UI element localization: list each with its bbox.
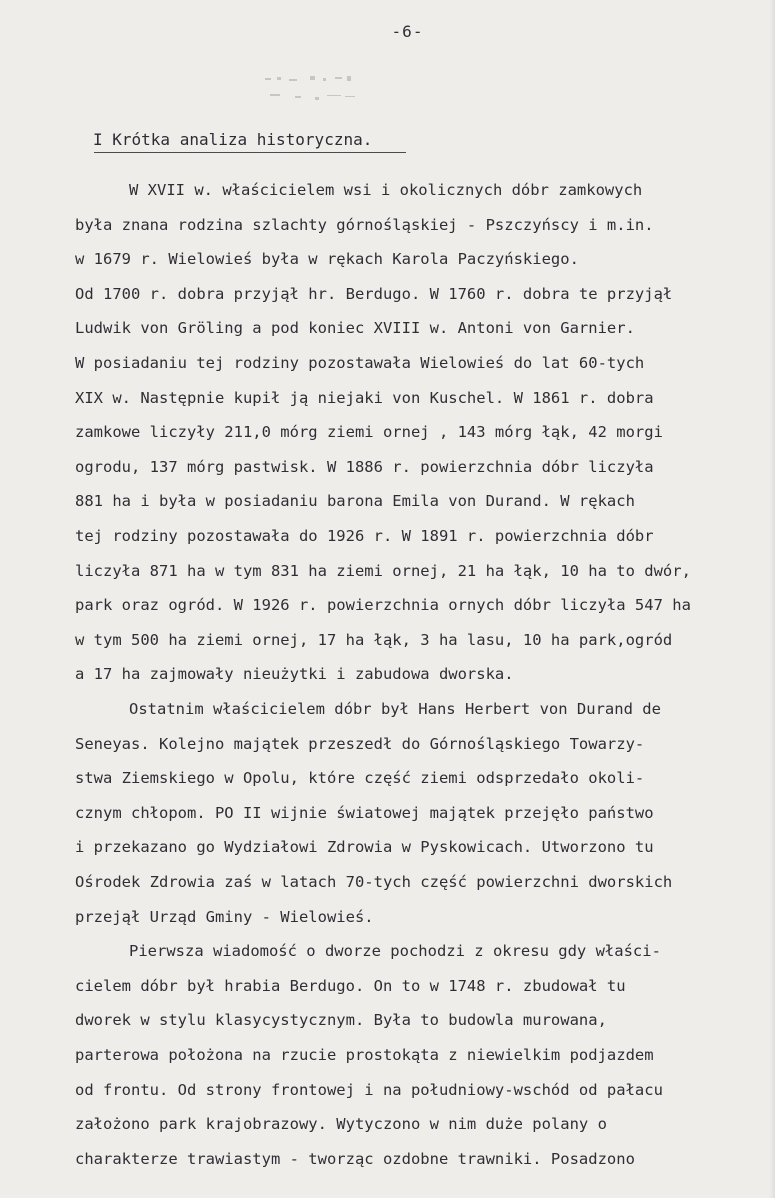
text-line: W posiadaniu tej rodziny pozostawała Wielowieś do lat 60-tych [75, 354, 645, 372]
text-line: Od 1700 r. dobra przyjął hr. Berdugo. W 1760 r. dobra te przyjął [75, 285, 673, 303]
text-line: cielem dóbr był hrabia Berdugo. On to w 1748 r. zbudował tu [75, 977, 626, 995]
text-line: w tym 500 ha ziemi ornej, 17 ha łąk, 3 ha lasu, 10 ha park,ogród [75, 631, 673, 649]
section-heading: I Krótka analiza historyczna. [93, 130, 373, 149]
text-line: tej rodziny pozostawała do 1926 r. W 1891 r. powierzchnia dóbr [75, 527, 654, 545]
text-line: była znana rodzina szlachty górnośląskiej - Pszczyńscy i m.in. [75, 216, 654, 234]
faded-stamp [255, 72, 365, 112]
text-line: W XVII w. właścicielem wsi i okolicznych dóbr zamkowych [129, 181, 643, 199]
text-line: Pierwsza wiadomość o dworze pochodzi z okresu gdy właści- [129, 942, 661, 960]
text-line: Ośrodek Zdrowia zaś w latach 70-tych część powierzchni dworskich [75, 873, 673, 891]
text-line: Seneyas. Kolejno majątek przeszedł do Górnośląskiego Towarzy- [75, 735, 645, 753]
text-line: stwa Ziemskiego w Opolu, które część ziemi odsprzedało okoli- [75, 769, 645, 787]
text-line: ogrodu, 137 mórg pastwisk. W 1886 r. powierzchnia dóbr liczyła [75, 458, 654, 476]
text-line: parterowa położona na rzucie prostokąta z niewielkim podjazdem [75, 1046, 654, 1064]
text-line: charakterze trawiastym - tworząc ozdobne trawniki. Posadzono [75, 1150, 635, 1168]
text-line: XIX w. Następnie kupił ją niejaki von Kuschel. W 1861 r. dobra [75, 389, 654, 407]
page-number: -6- [391, 22, 424, 41]
text-line: Ostatnim właścicielem dóbr był Hans Herbert von Durand de [129, 700, 661, 718]
text-line: zamkowe liczyły 211,0 mórg ziemi ornej , 143 mórg łąk, 42 morgi [75, 423, 663, 441]
text-line: przejął Urząd Gminy - Wielowieś. [75, 908, 374, 926]
text-line: liczyła 871 ha w tym 831 ha ziemi ornej, 21 ha łąk, 10 ha to dwór, [75, 562, 691, 580]
text-line: 881 ha i była w posiadaniu barona Emila von Durand. W rękach [75, 492, 635, 510]
text-line: park oraz ogród. W 1926 r. powierzchnia ornych dóbr liczyła 547 ha [75, 596, 691, 614]
text-line: cznym chłopom. PO II wijnie światowej majątek przejęło państwo [75, 804, 654, 822]
text-line: Ludwik von Gröling a pod koniec XVIII w. Antoni von Garnier. [75, 319, 635, 337]
text-line: a 17 ha zajmowały nieużytki i zabudowa dworska. [75, 665, 514, 683]
text-line: dworek w stylu klasycystycznym. Była to budowla murowana, [75, 1011, 607, 1029]
text-line: w 1679 r. Wielowieś była w rękach Karola Paczyńskiego. [75, 250, 579, 268]
heading-underline [94, 152, 406, 153]
text-line: założono park krajobrazowy. Wytyczono w nim duże polany o [75, 1115, 607, 1133]
text-line: od frontu. Od strony frontowej i na południowy-wschód od pałacu [75, 1081, 663, 1099]
text-line: i przekazano go Wydziałowi Zdrowia w Pyskowicach. Utworzono tu [75, 838, 654, 856]
